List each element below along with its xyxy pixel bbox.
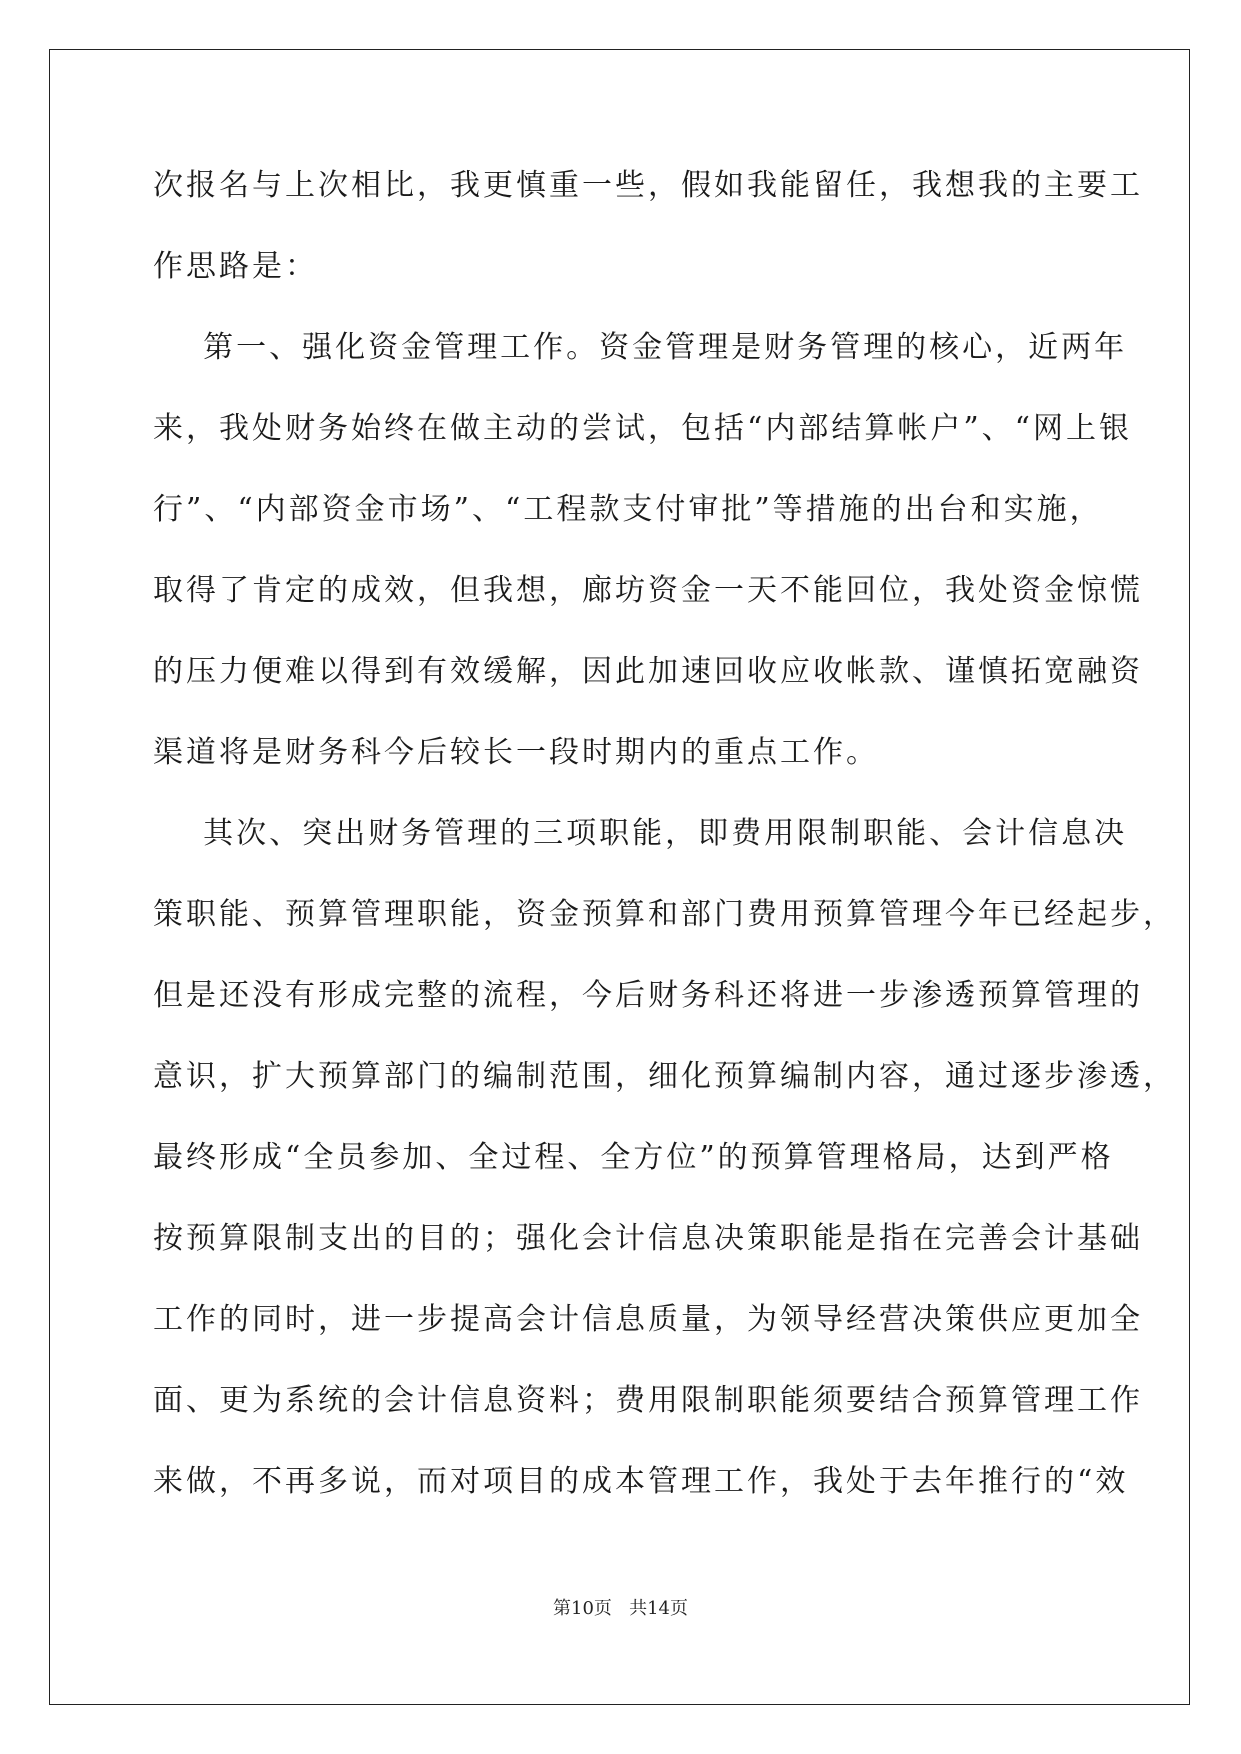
text-line: 取得了肯定的成效，但我想，廊坊资金一天不能回位，我处资金惊慌 <box>153 573 1143 608</box>
text-line: 按预算限制支出的目的；强化会计信息决策职能是指在完善会计基础 <box>153 1221 1143 1256</box>
text-line: 来，我处财务始终在做主动的尝试，包括“内部结算帐户”、“网上银 <box>153 411 1133 446</box>
page-number: 第10页 <box>553 1598 612 1619</box>
body-text <box>153 145 1176 1522</box>
text-line: 但是还没有形成完整的流程，今后财务科还将进一步渗透预算管理的 <box>153 978 1143 1013</box>
text-line: 意识，扩大预算部门的编制范围，细化预算编制内容，通过逐步渗透， <box>153 1059 1176 1094</box>
text-line: 工作的同时，进一步提高会计信息质量，为领导经营决策供应更加全 <box>153 1302 1143 1337</box>
text-line: 渠道将是财务科今后较长一段时期内的重点工作。 <box>153 735 879 770</box>
paragraph-start-line: 其次、突出财务管理的三项职能，即费用限制职能、会计信息决 <box>153 816 1128 851</box>
page-total: 共14页 <box>629 1598 688 1619</box>
text-line: 来做，不再多说，而对项目的成本管理工作，我处于去年推行的“效 <box>153 1464 1129 1499</box>
page-footer <box>0 1594 1241 1620</box>
text-line: 策职能、预算管理职能，资金预算和部门费用预算管理今年已经起步， <box>153 897 1176 932</box>
text-line: 最终形成“全员参加、全过程、全方位”的预算管理格局，达到严格 <box>153 1140 1114 1175</box>
text-line: 作思路是： <box>153 249 318 284</box>
text-line: 行”、“内部资金市场”、“工程款支付审批”等措施的出台和实施， <box>153 492 1103 527</box>
text-line: 面、更为系统的会计信息资料；费用限制职能须要结合预算管理工作 <box>153 1383 1143 1418</box>
paragraph-start-line: 第一、强化资金管理工作。资金管理是财务管理的核心，近两年 <box>153 330 1128 365</box>
text-line: 的压力便难以得到有效缓解，因此加速回收应收帐款、谨慎拓宽融资 <box>153 654 1143 689</box>
text-line: 次报名与上次相比，我更慎重一些，假如我能留任，我想我的主要工 <box>153 168 1143 203</box>
